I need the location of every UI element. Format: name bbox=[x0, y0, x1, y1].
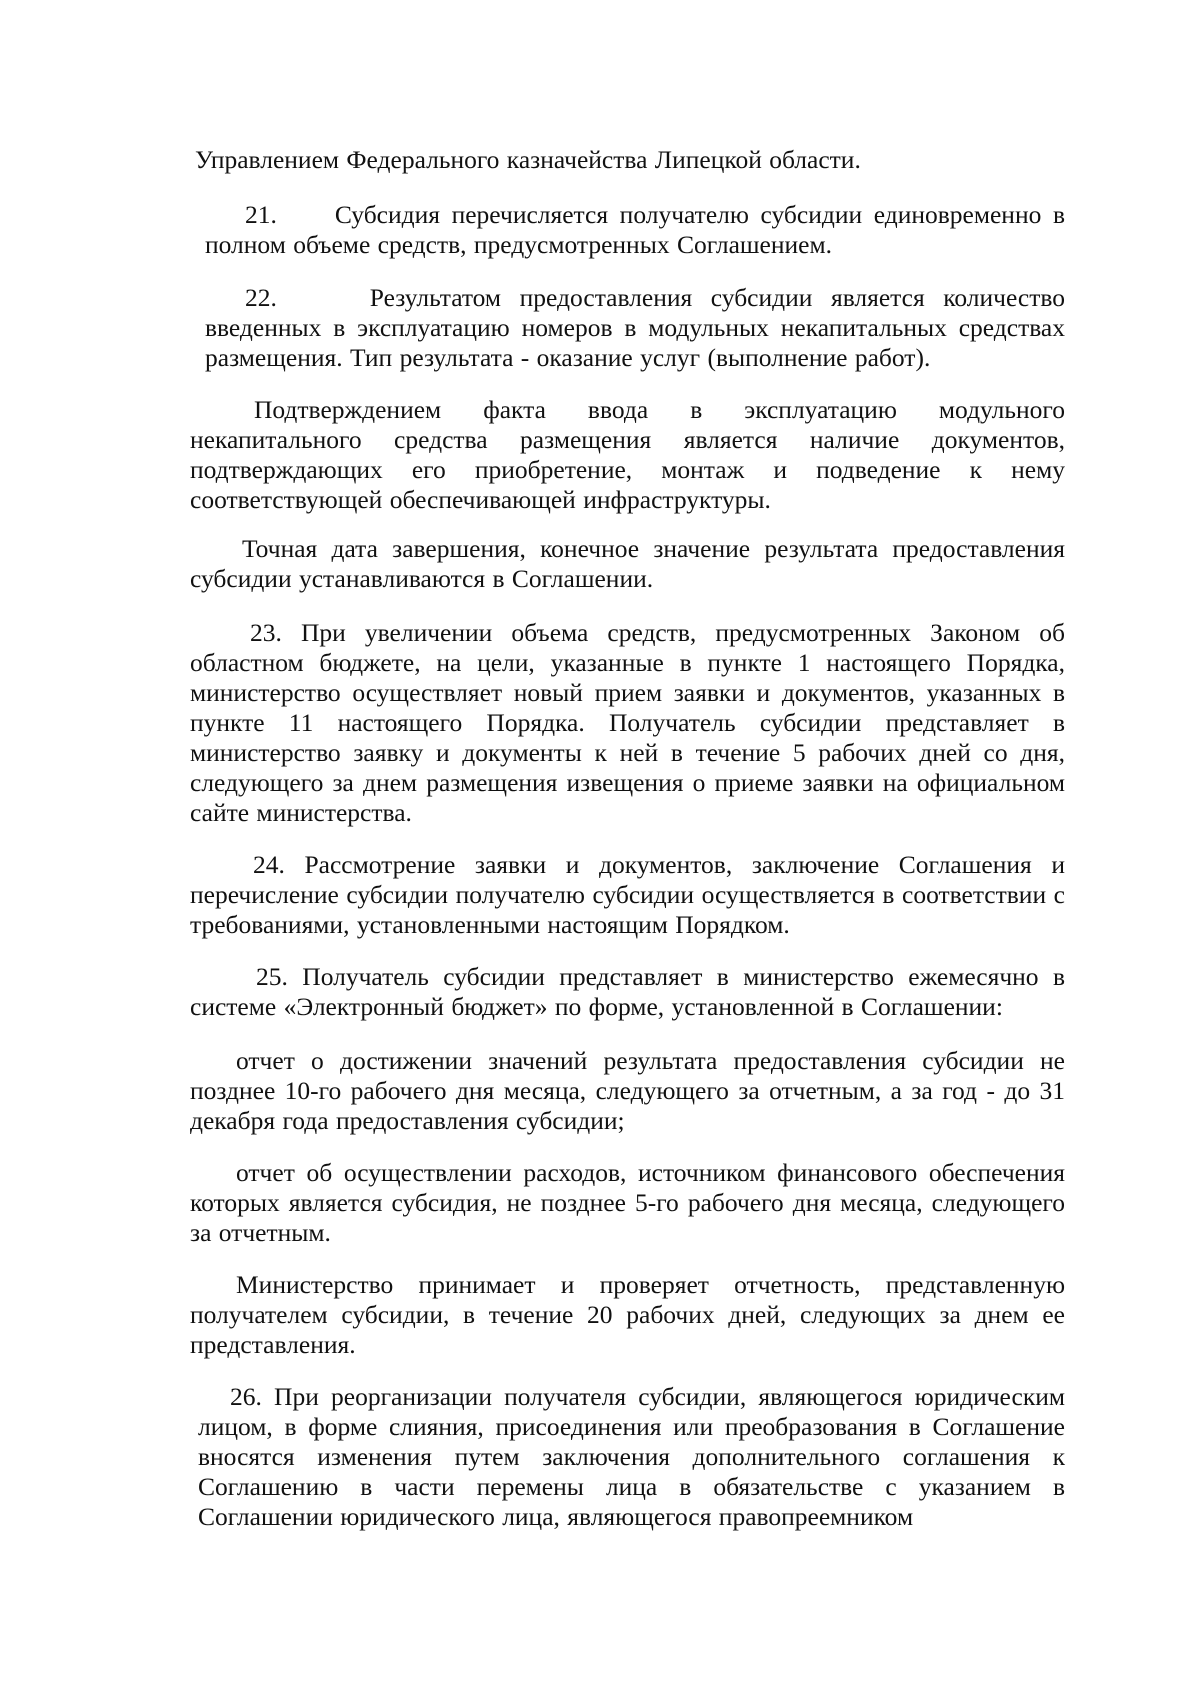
paragraph-report-results: отчет о достижении значений результата предоставления субсидии не позднее 10-го рабочего дня месяца, следующего за отчетным, а за год - до 31 декабря года предоставления субсидии; bbox=[190, 1046, 1065, 1135]
paragraph-ministry-check: Министерство принимает и проверяет отчетность, представленную получателем субсидии, в течение 20 рабочих дней, следующих за днем ее представления. bbox=[190, 1270, 1065, 1359]
paragraph-report-expenses: отчет об осуществлении расходов, источником финансового обеспечения которых является субсидия, не позднее 5-го рабочего дня месяца, следующего за отчетным. bbox=[190, 1158, 1065, 1247]
paragraph-24: 24. Рассмотрение заявки и документов, заключение Соглашения и перечисление субсидии получателю субсидии осуществляется в соответствии с требованиями, установленными настоящим Порядком. bbox=[190, 850, 1065, 939]
paragraph-22: 22. Результатом предоставления субсидии является количество введенных в эксплуатацию номеров в модульных некапитальных средствах размещения. Тип результата - оказание услуг (выполнение работ). bbox=[205, 283, 1065, 372]
paragraph-25: 25. Получатель субсидии представляет в министерство ежемесячно в системе «Электронный бюджет» по форме, установленной в Соглашении: bbox=[190, 962, 1065, 1021]
paragraph-26: 26. При реорганизации получателя субсидии, являющегося юридическим лицом, в форме слияния, присоединения или преобразования в Соглашение вносятся изменения путем заключения дополнительного соглашения к Соглашению в части перемены лица в обязательстве с указанием в Соглашении юридического лица, являющегося правопреемником bbox=[198, 1382, 1065, 1531]
paragraph-21: 21. Субсидия перечисляется получателю субсидии единовременно в полном объеме средств, предусмотренных Соглашением. bbox=[205, 200, 1065, 259]
paragraph-23: 23. При увеличении объема средств, предусмотренных Законом об областном бюджете, на цели, указанные в пункте 1 настоящего Порядка, министерство осуществляет новый прием заявки и документов, указанных в пункте 11 настоящего Порядка. Получатель субсидии представляет в министерство заявку и документы к ней в течение 5 рабочих дней со дня, следующего за днем размещения извещения о приеме заявки на официальном сайте министерства. bbox=[190, 618, 1065, 827]
paragraph-confirmation: Подтверждением факта ввода в эксплуатацию модульного некапитального средства размещения является наличие документов, подтверждающих его приобретение, монтаж и подведение к нему соответствующей обеспечивающей инфраструктуры. bbox=[190, 395, 1065, 514]
paragraph-result-date: Точная дата завершения, конечное значение результата предоставления субсидии устанавливаются в Соглашении. bbox=[190, 534, 1065, 593]
paragraph-continuation: Управлением Федерального казначейства Липецкой области. bbox=[195, 145, 861, 174]
